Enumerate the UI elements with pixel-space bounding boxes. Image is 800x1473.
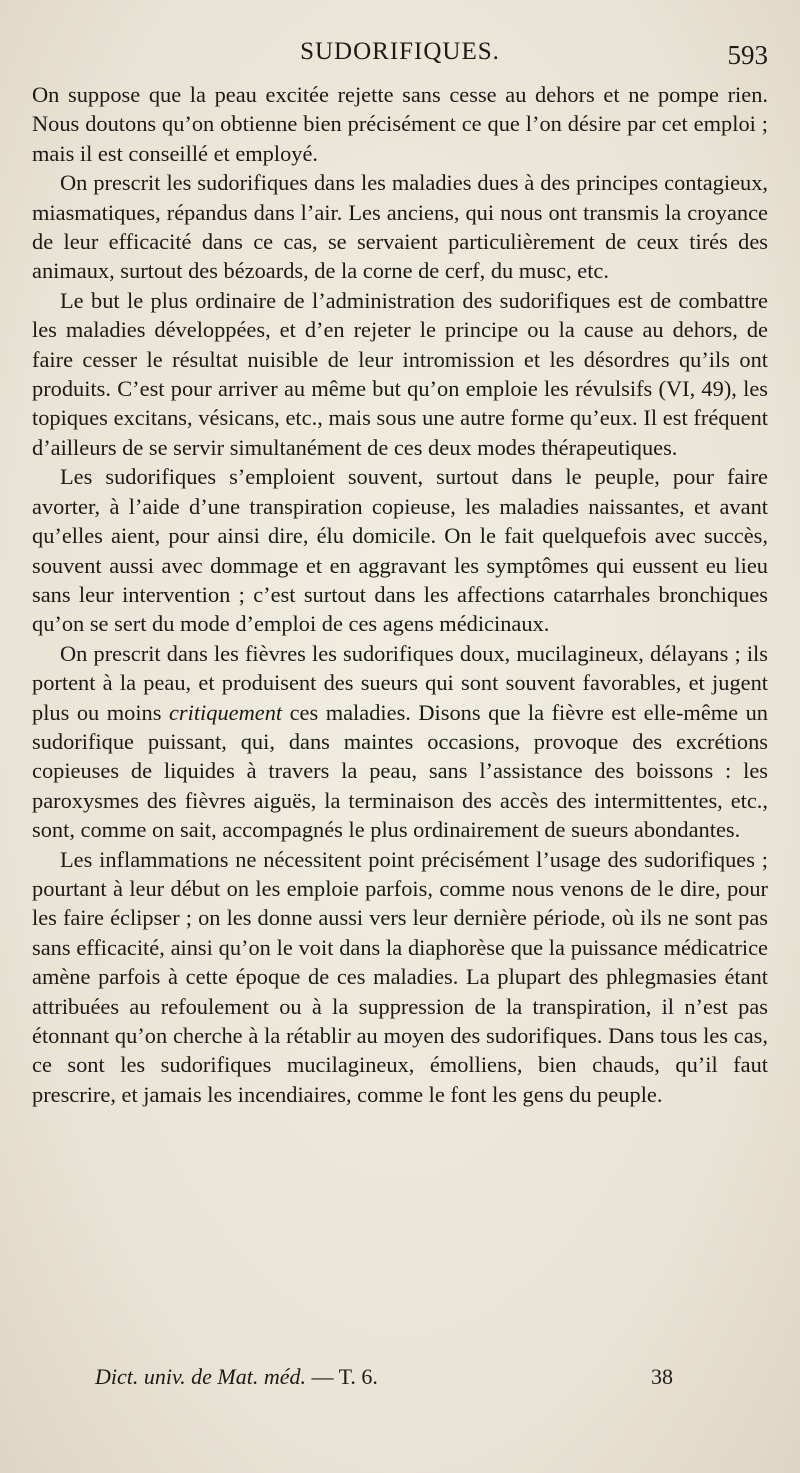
signature-volume: — T. 6. [305,1364,378,1389]
italic-word: critiquement [168,699,283,725]
paragraph-text: On prescrit dans les fièvres les sudorifiques doux, mucilagineux, délayans ; ils portent à la peau, et produisent des sueurs qui sont souvent favorables, et jugent plus ou moins [32,640,768,725]
paragraph [32,80,768,168]
signature-title: Dict. univ. de Mat. méd. [95,1364,306,1389]
paragraph [32,639,768,845]
signature-mark [95,1364,378,1390]
running-title: SUDORIFIQUES. [300,38,500,65]
paragraph [32,462,768,638]
body-text [32,80,768,1109]
page-header [32,36,768,76]
paragraph [32,286,768,462]
paragraph [32,845,768,1110]
paragraph-text: Les inflammations ne nécessitent point précisément l’usage des sudorifiques ; pourtant à leur début on les emploie parfois, comme nous venons de le dire, pour les faire éclipser ; on les donne aussi vers leur dernière période, où ils ne sont pas sans efficacité, ainsi qu’on le voit dans la diaphorèse que la puissance médicatrice amène parfois à cette époque de ces maladies. La plupart des phlegmasies étant attribuées au refoulement ou à la suppression de la transpiration, il n’est pas étonnant qu’on cherche à la rétablir au moyen des sudorifiques. Dans tous les cas, ce sont les sudorifiques mucilagineux, émolliens, bien chauds, qu’il faut prescrire, et jamais les incendiaires, comme le font les gens du peuple. [32,846,768,1107]
paragraph-text: Le but le plus ordinaire de l’administration des sudorifiques est de combattre les maladies développées, et d’en rejeter le principe ou la cause au dehors, de faire cesser le résultat nuisible de leur intromission et les désordres qu’ils ont produits. C’est pour arriver au même but qu’on emploie les révulsifs (VI, 49), les topiques excitans, vésicans, etc., mais sous une autre forme qu’eux. Il est fréquent d’ailleurs de se servir simultanément de ces deux modes thérapeutiques. [32,287,768,460]
paragraph-text: Les sudorifiques s’emploient souvent, surtout dans le peuple, pour faire avorter, à l’aide d’une transpiration copieuse, les maladies naissantes, et avant qu’elles aient, pour ainsi dire, élu domicile. On le fait quelquefois avec succès, souvent aussi avec dommage et en aggravant les symptômes qui eussent eu lieu sans leur intervention ; c’est surtout dans les affections catarrhales bronchiques qu’on se sert du mode d’emploi de ces agens médicinaux. [32,464,768,637]
paragraph-text: On prescrit les sudorifiques dans les maladies dues à des principes contagieux, miasmatiques, répandus dans l’air. Les anciens, qui nous ont transmis la croyance de leur efficacité dans ce cas, se servaient particulièrement de ceux tirés des animaux, surtout des bézoards, de la corne de cerf, du musc, etc. [32,170,768,284]
sheet-number: 38 [651,1364,673,1389]
paragraph-text: On suppose que la peau excitée rejette sans cesse au dehors et ne pompe rien. Nous doutons qu’on obtienne bien précisément ce que l’on désire par cet emploi ; mais il est conseillé et employé. [32,82,768,166]
page-footer [95,1364,695,1394]
page-number: 593 [727,40,768,70]
paragraph-text: ces maladies. Disons que la fièvre est elle-même un sudorifique puissant, qui, dans maintes occasions, provoque des excrétions copieuses de liquides à travers la peau, sans l’assistance des boissons : les paroxysmes des fièvres aiguës, la terminaison des accès des intermittentes, etc., sont, comme on sait, accompagnés le plus ordinairement de sueurs abondantes. [32,699,769,843]
paragraph [32,168,768,286]
